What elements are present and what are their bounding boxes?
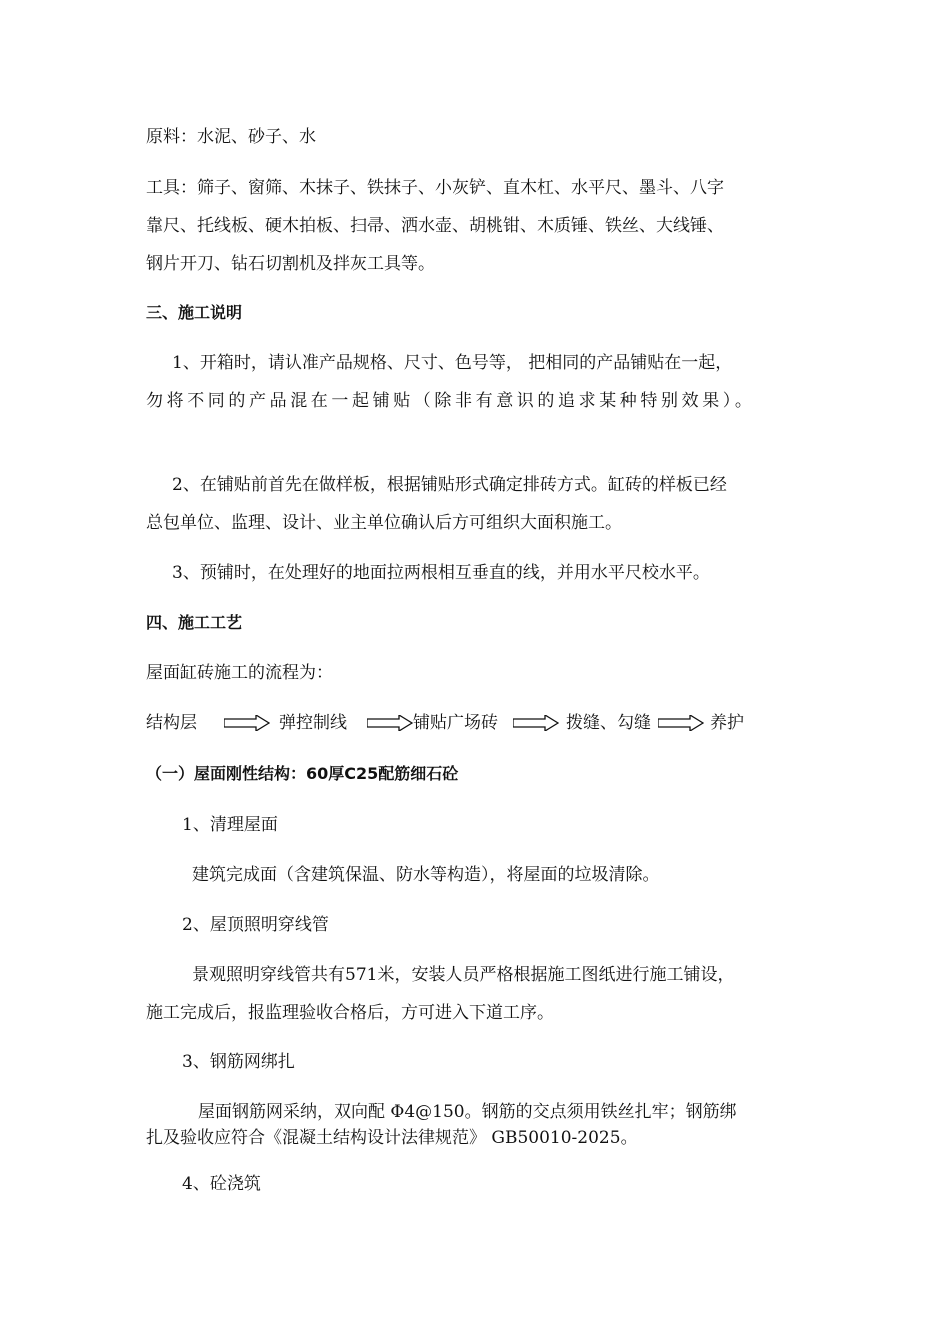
note-3: 3、预铺时，在处理好的地面拉两根相互垂直的线，并用水平尺校水平。 (172, 563, 710, 583)
item-3-text-line-1: 屋面钢筋网采纳，双向配 Φ4@150。钢筋的交点须用铁丝扎牢；钢筋绑 (198, 1102, 737, 1122)
tools-line-1: 工具：筛子、窗筛、木抹子、铁抹子、小灰铲、直木杠、水平尺、墨斗、八字 (146, 178, 724, 198)
item-2-title: 2、屋顶照明穿线管 (182, 915, 329, 935)
process-flow (146, 712, 846, 736)
item-1-title: 1、清理屋面 (182, 815, 278, 835)
item-3-title: 3、钢筋网绑扎 (182, 1052, 295, 1072)
subsection-1-heading: （一）屋面刚性结构：60厚C25配筋细石砼 (146, 764, 459, 783)
materials-line: 原料：水泥、砂子、水 (146, 127, 316, 147)
note-1-line-2: 勿将不同的产品混在一起铺贴（除非有意识的追求某种特别效果）。 (146, 391, 756, 411)
arrow-right-icon (367, 715, 413, 731)
item-4-title: 4、砼浇筑 (182, 1174, 261, 1194)
section-3-heading: 三、施工说明 (146, 303, 243, 322)
flow-step-2: 弹控制线 (279, 713, 347, 733)
arrow-right-icon (513, 715, 559, 731)
flow-step-1: 结构层 (146, 713, 197, 733)
note-2-line-1: 2、在铺贴前首先在做样板，根据铺贴形式确定排砖方式。缸砖的样板已经 (172, 475, 727, 495)
arrow-right-icon (658, 715, 704, 731)
flow-step-4: 拨缝、勾缝 (566, 713, 651, 733)
flow-step-5: 养护 (710, 713, 744, 733)
tools-line-3: 钢片开刀、钻石切割机及拌灰工具等。 (146, 254, 435, 274)
note-1-line-1: 1、开箱时，请认准产品规格、尺寸、色号等， 把相同的产品铺贴在一起， (172, 353, 733, 373)
flow-step-3: 铺贴广场砖 (413, 713, 498, 733)
item-2-text-line-1: 景观照明穿线管共有571米，安装人员严格根据施工图纸进行施工铺设， (192, 965, 735, 985)
flow-intro: 屋面缸砖施工的流程为： (146, 663, 333, 683)
section-4-heading: 四、施工工艺 (146, 613, 243, 632)
tools-line-2: 靠尺、托线板、硬木拍板、扫帚、洒水壶、胡桃钳、木质锤、铁丝、大线锤、 (146, 216, 724, 236)
item-1-text: 建筑完成面（含建筑保温、防水等构造），将屋面的垃圾清除。 (192, 865, 660, 885)
item-2-text-line-2: 施工完成后，报监理验收合格后，方可进入下道工序。 (146, 1003, 554, 1023)
note-2-line-2: 总包单位、监理、设计、业主单位确认后方可组织大面积施工。 (146, 513, 622, 533)
item-3-text-line-2: 扎及验收应符合《混凝土结构设计法律规范》 GB50010-2025。 (146, 1128, 638, 1148)
arrow-right-icon (224, 715, 270, 731)
